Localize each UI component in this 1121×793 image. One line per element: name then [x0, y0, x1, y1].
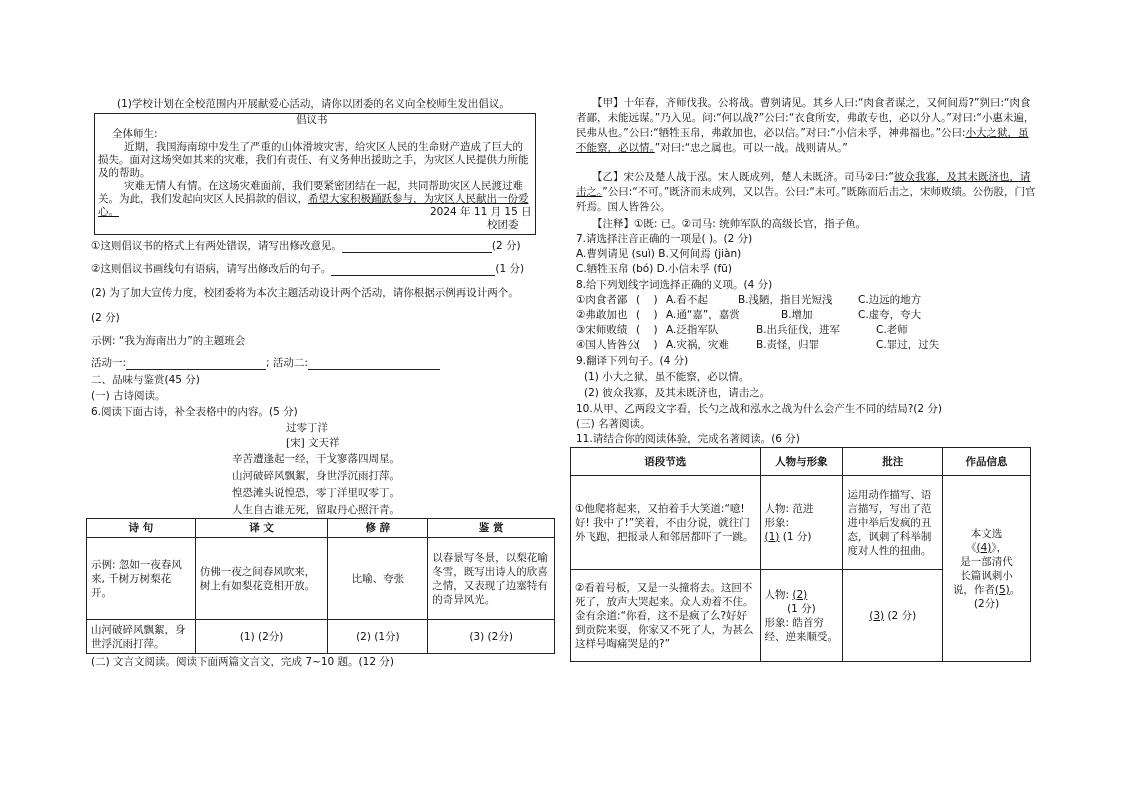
- question-a-text: ①这则倡议书的格式上有两处错误，请写出修改意见。: [91, 240, 342, 252]
- table-cell: 仿佛一夜之间春风吹来，树上有如梨花竞相开放。: [195, 538, 328, 620]
- letter-signature: 校团委: [487, 219, 519, 231]
- annotation-note: 【注释】①既: 已。②司马: 统帅军队的高级长官，指子鱼。: [592, 218, 867, 230]
- passage-yi-text: 【乙】宋公及楚人战于泓。宋人既成列，楚人未既济。司马②曰:“: [592, 171, 894, 183]
- answer-blank[interactable]: (4): [976, 541, 992, 554]
- work-info-cell: [943, 476, 1031, 662]
- table-header: 作品信息: [943, 448, 1031, 476]
- table-header-row: [571, 448, 1031, 476]
- letter-title: 倡议书: [296, 114, 328, 126]
- section-2-heading: 二、品味与鉴赏(45 分): [91, 374, 200, 386]
- q8-word: ④国人皆咎公: [576, 339, 638, 351]
- q8-option[interactable]: A.灾祸，灾难: [666, 339, 729, 351]
- novel-table: [570, 447, 1031, 662]
- work-info-line: 是一部清代: [960, 555, 1013, 568]
- work-info-line: 本文选: [970, 527, 1003, 540]
- activity-2-line[interactable]: [308, 358, 440, 370]
- q8-option[interactable]: B.出兵征伐，进军: [756, 324, 841, 336]
- question-7: 7.请选择注音正确的一项是( )。(2 分): [576, 233, 753, 245]
- question-2: (2) 为了加大宣传力度，校团委将为本次主题活动设计两个活动，请你根据示例再设计两个。: [91, 287, 519, 299]
- q8-option[interactable]: C.老师: [876, 324, 908, 336]
- work-info-text: 《: [965, 541, 977, 554]
- q8-word: ③宋师败绩: [576, 324, 628, 336]
- poem-line: 人生自古谁无死，留取丹心照汗青。: [232, 504, 400, 516]
- underlined-sentence: 希望大家积极踊跃参与，为灾区人民献出一份爱心。: [98, 193, 529, 218]
- q8-option[interactable]: A.泛指军队: [666, 324, 719, 336]
- passage-yi-end: ”公曰:“不可。”既济而未成列，又以告。公曰:“未可。”既陈而后击之，宋师败绩。公伤股，门官歼焉。国人皆咎公。: [576, 186, 1036, 213]
- subsection-1: (一) 古诗阅读。: [91, 390, 166, 402]
- answer-blank[interactable]: (2): [792, 588, 808, 601]
- answer-blank[interactable]: (1): [764, 530, 780, 543]
- character-image-label: 形象:: [764, 516, 790, 529]
- q8-option[interactable]: A.通“嘉”，嘉赏: [666, 309, 740, 321]
- activity-1-label: 活动一:: [91, 357, 127, 369]
- letter-date: 2024 年 11 月 15 日: [430, 206, 532, 218]
- excerpt-cell: ②看着号板，又是一头撞将去。这回不死了，放声大哭起来。众人劝着不住。金有余道:“你看，这不是疯了么?好好到贡院来耍，你家又不死了人，为甚么这样号啕痛哭是的?”: [571, 570, 761, 662]
- character-cell: [760, 476, 843, 570]
- q8-item: ④国人皆咎公( ) A.灾祸，灾难 B.责怪，归罪 C.罪过，过失: [576, 339, 940, 351]
- passage-jia: [576, 96, 1036, 156]
- q1-intro: (1)学校计划在全校范围内开展献爱心活动，请你以团委的名义向全校师生发出倡议。: [117, 98, 510, 110]
- poem-line: 辛苦遭逢起一经，干戈寥落四周星。: [232, 453, 400, 465]
- work-info-text: 说，作者: [952, 583, 995, 596]
- passage-yi: [576, 170, 1036, 215]
- answer-cell[interactable]: (1) (2分): [195, 620, 328, 654]
- work-info-line: 长篇讽刺小: [960, 569, 1013, 582]
- q8-word: ②弗敢加也: [576, 309, 628, 321]
- letter-greeting: 全体师生:: [112, 128, 158, 140]
- q7-options-ab[interactable]: A.曹刿请见 (suì) B.又何间焉 (jiàn): [576, 248, 742, 260]
- q7-options-cd[interactable]: C.牺牲玉帛 (bó) D.小信未孚 (fū): [576, 263, 732, 275]
- poem-table: [86, 518, 555, 654]
- table-header: 修 辞: [328, 519, 428, 538]
- score: (1 分): [782, 530, 812, 543]
- question-b-score: (1 分): [495, 263, 525, 275]
- q8-option[interactable]: B.浅陋，指目光短浅: [738, 294, 833, 306]
- activity-lines: [91, 357, 440, 370]
- question-10: 10.从甲、乙两段文字看，长勺之战和泓水之战为什么会产生不同的结局?(2 分): [576, 403, 942, 415]
- q8-item: ②弗敢加也 ( ) A.通“嘉”，嘉赏 B.增加 C.虚夸，夸大: [576, 309, 922, 321]
- q8-option[interactable]: B.责怪，归罪: [756, 339, 820, 351]
- answer-cell[interactable]: (3) (2分): [428, 620, 555, 654]
- table-header: 语段节选: [571, 448, 761, 476]
- letter-paragraph-1: 近期，我国海南琼中发生了严重的山体滑坡灾害，给灾区人民的生命财产造成了巨大的损失。面对这场突如其来的灾难，我们有责任、有义务伸出援助之手，为灾区人民提供力所能及的帮助。: [98, 141, 529, 179]
- poem-line: 山河破碎风飘絮，身世浮沉雨打萍。: [232, 470, 400, 482]
- table-header-row: [87, 519, 555, 538]
- answer-cell[interactable]: (2) (1分): [328, 620, 428, 654]
- table-header: 诗 句: [87, 519, 196, 538]
- poem-line: 惶恐滩头说惶恐，零丁洋里叹零丁。: [232, 487, 400, 499]
- table-cell: 以春景写冬景，以梨花喻冬雪，既写出诗人的欣喜之情，又表现了边塞特有的奇异风光。: [428, 538, 555, 620]
- activity-1-line[interactable]: [126, 358, 266, 370]
- character-label: 人物:: [764, 588, 790, 601]
- table-row: [87, 620, 555, 654]
- table-cell: 示例: 忽如一夜春风来, 千树万树梨花开。: [87, 538, 196, 620]
- q9-sentence-1: (1) 小大之狱，虽不能察，必以情。: [584, 371, 750, 383]
- score: (2 分): [887, 609, 917, 622]
- subsection-3: (三) 名著阅读。: [576, 418, 651, 430]
- question-b: [91, 263, 524, 276]
- table-cell: 比喻、夸张: [328, 538, 428, 620]
- question-b-text: ②这则倡议书画线句有语病，请写出修改后的句子。: [91, 263, 332, 275]
- letter-p2-text: 灾难无情人有情。在这场灾难面前，我们要紧密团结在一起，共同帮助灾区人民渡过难关。为此，我们发起向灾区人民捐款的倡议，: [98, 180, 523, 205]
- q8-word: ①肉食者鄙: [576, 294, 628, 306]
- excerpt-cell: ①他爬将起来，又拍着手大笑道:“噫! 好! 我中了!”笑着，不由分说，就往门外飞跑，把报录人和邻居都吓了一跳。: [571, 476, 761, 570]
- q8-option[interactable]: A.看不起: [666, 294, 708, 306]
- passage-jia-text: 【甲】十年春，齐师伐我。公将战。曹刿请见。其乡人曰:“肉食者谋之，又何间焉?”刿曰:“肉食者鄙，未能远谋。”乃入见。问:“何以战?”公曰:“衣食所安，弗敢专也，必以分人。”对曰:“小惠未遍，民弗从也。”公曰:“牺牲玉帛，弗敢加也，必以信。”对曰:“小信未孚，神弗福也。”公曰:: [576, 97, 1035, 139]
- table-cell: 山河破碎风飘絮，身世浮沉雨打萍。: [87, 620, 196, 654]
- score: (2分): [973, 597, 1000, 610]
- question-a-score: (2 分): [491, 240, 521, 252]
- work-info-text: 》，: [991, 541, 1008, 554]
- table-header: 批注: [843, 448, 943, 476]
- character-image: 形象: 皓首穷经、逆来顺受。: [764, 616, 839, 643]
- table-row: [571, 476, 1031, 570]
- example-text: 示例: “我为海南出力”的主题班会: [91, 335, 246, 347]
- character-cell: [760, 570, 843, 662]
- q8-option[interactable]: B.增加: [781, 309, 813, 321]
- answer-line[interactable]: [342, 241, 492, 253]
- subsection-2: (二) 文言文阅读。阅读下面两篇文言文，完成 7~10 题。(12 分): [91, 656, 394, 668]
- question-a: [91, 240, 521, 253]
- question-6: 6.阅读下面古诗，补全表格中的内容。(5 分): [91, 406, 298, 418]
- underlined-sentence: 小大之狱，虽不能察，必以情。: [576, 127, 1029, 154]
- passage-jia-end: ”对曰:“忠之属也。可以一战。战则请从。”: [654, 142, 848, 154]
- table-header: 译 文: [195, 519, 328, 538]
- q8-item: ③宋师败绩 ( ) A.泛指军队 B.出兵征伐，进军 C.老师: [576, 324, 908, 336]
- character-name: 人物: 范进: [764, 502, 814, 515]
- note-cell: [843, 570, 943, 662]
- answer-blank[interactable]: (3): [869, 609, 885, 622]
- table-row: [87, 538, 555, 620]
- table-header: 人物与形象: [760, 448, 843, 476]
- note-cell: 运用动作描写、语言描写，写出了范进中举后发疯的丑态，讽刺了科举制度对人性的扭曲。: [843, 476, 943, 570]
- question-8: 8.给下列划线字词选择正确的义项。(4 分): [576, 279, 773, 291]
- q9-sentence-2: (2) 彼众我寡，及其未既济也，请击之。: [584, 387, 771, 399]
- activity-2-label: ; 活动二:: [266, 357, 308, 369]
- table-header: 鉴 赏: [428, 519, 555, 538]
- question-11: 11.请结合你的阅读体验，完成名著阅读。(6 分): [576, 433, 800, 445]
- underlined-sentence: 彼众我寡，及其未既济也，请击之。: [576, 171, 1031, 198]
- score: (1 分): [787, 602, 816, 615]
- work-info-text: 。: [1009, 583, 1021, 596]
- question-2-score: (2 分): [91, 312, 120, 324]
- answer-blank[interactable]: (5): [994, 583, 1010, 596]
- poem-author: [宋] 文天祥: [286, 437, 340, 449]
- q8-option[interactable]: C.罪过，过失: [876, 339, 940, 351]
- poem-title: 过零丁洋: [286, 422, 328, 434]
- answer-line[interactable]: [331, 264, 495, 276]
- q8-option[interactable]: C.虚夸，夸大: [858, 309, 922, 321]
- q8-option[interactable]: C.边远的地方: [858, 294, 922, 306]
- q8-item: ①肉食者鄙 ( ) A.看不起 B.浅陋，指目光短浅 C.边远的地方: [576, 294, 922, 306]
- question-9: 9.翻译下列句子。(4 分): [576, 355, 689, 367]
